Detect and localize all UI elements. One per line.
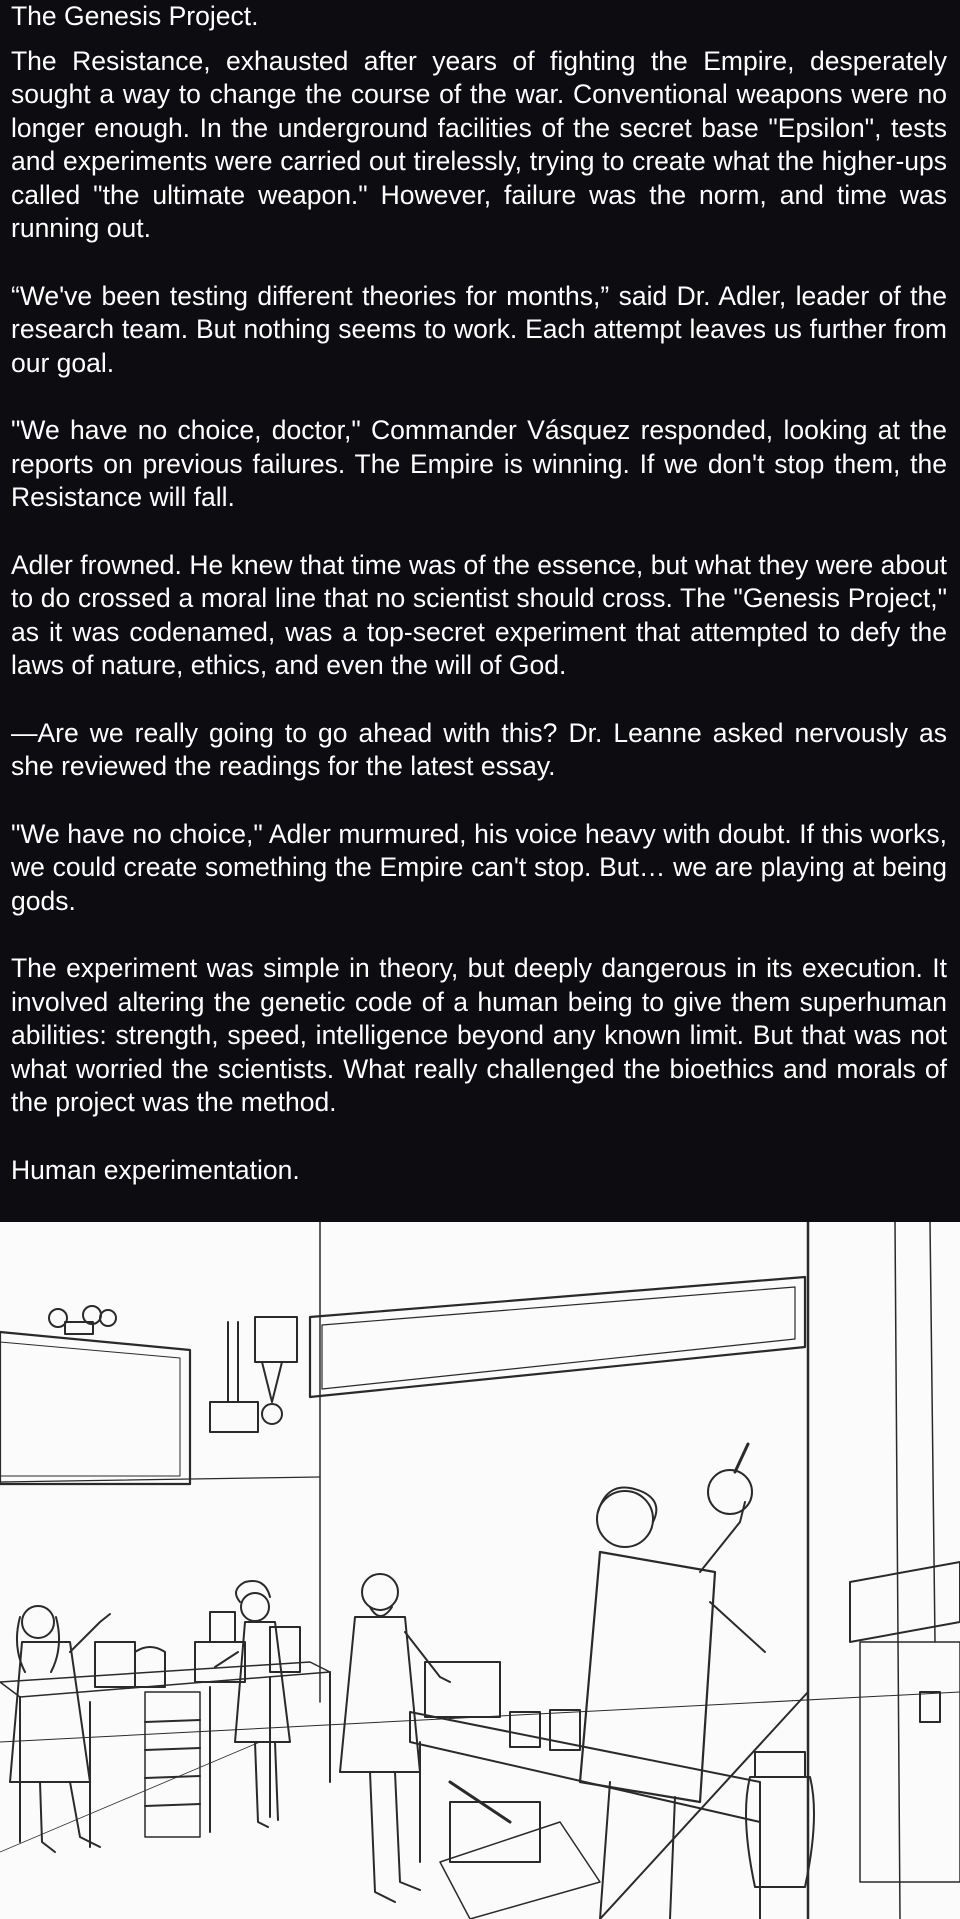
lab-sketch-drawing [0,1222,960,1919]
wall-gauge-icon [49,1306,116,1334]
hanging-apparatus [210,1317,297,1432]
scientist-woman-middle [215,1581,290,1827]
story-paragraph: The Resistance, exhausted after years of fighting the Empire, desperately sought a way to change the course of the war. Conventional weapons were no longer enough. In the underground facilities of the secret base "Epsilon", tests and experiments were carried out tirelessly, trying to create what the higher-ups called "the ultimate weapon." However, failure was the norm, and time was running out. [11,45,947,243]
story-paragraph: Adler frowned. He knew that time was of the essence, but what they were about to do crossed a moral line that no scientist should cross. The "Genesis Project," as it was codenamed, was a top-secret experiment that attempted to defy the laws of nature, ethics, and even the will of God. [11,549,947,680]
scientist-man-flask [580,1444,765,1919]
story-paragraph: "We have no choice, doctor," Commander Vásquez responded, looking at the reports on previous failures. The Empire is winning. If we don't stop them, the Resistance will fall. [11,415,947,512]
story-body [11,0,947,1221]
left-counter [0,1662,330,1847]
story-paragraph: The experiment was simple in theory, but deeply dangerous in its execution. It involved altering the genetic code of a human being to give them superhuman abilities: strength, speed, intelligence beyond any known limit. But that was not what worried the scientists. What really challenged the bioethics and morals of the project was the method. [11,953,947,1117]
room-structure [0,1222,960,1919]
foreground-jar [746,1752,814,1887]
laboratory-sketch-illustration [0,1222,960,1919]
story-paragraph: “We've been testing different theories for months,” said Dr. Adler, leader of the research team. But nothing seems to work. Each attempt leaves us further from our goal. [11,280,947,378]
story-paragraph: Human experimentation. [11,1154,300,1185]
right-cabinet [850,1562,960,1882]
bench-equipment [95,1612,580,1750]
scientist-man-older [340,1574,450,1902]
story-title: The Genesis Project. [11,1,259,31]
story-paragraph: —Are we really going to go ahead with this? Dr. Leanne asked nervously as she reviewed the readings for the latest essay. [11,717,947,781]
story-paragraph: "We have no choice," Adler murmured, his voice heavy with doubt. If this works, we could create something the Empire can't stop. But… we are playing at being gods. [11,818,947,916]
front-workbench [410,1712,760,1919]
